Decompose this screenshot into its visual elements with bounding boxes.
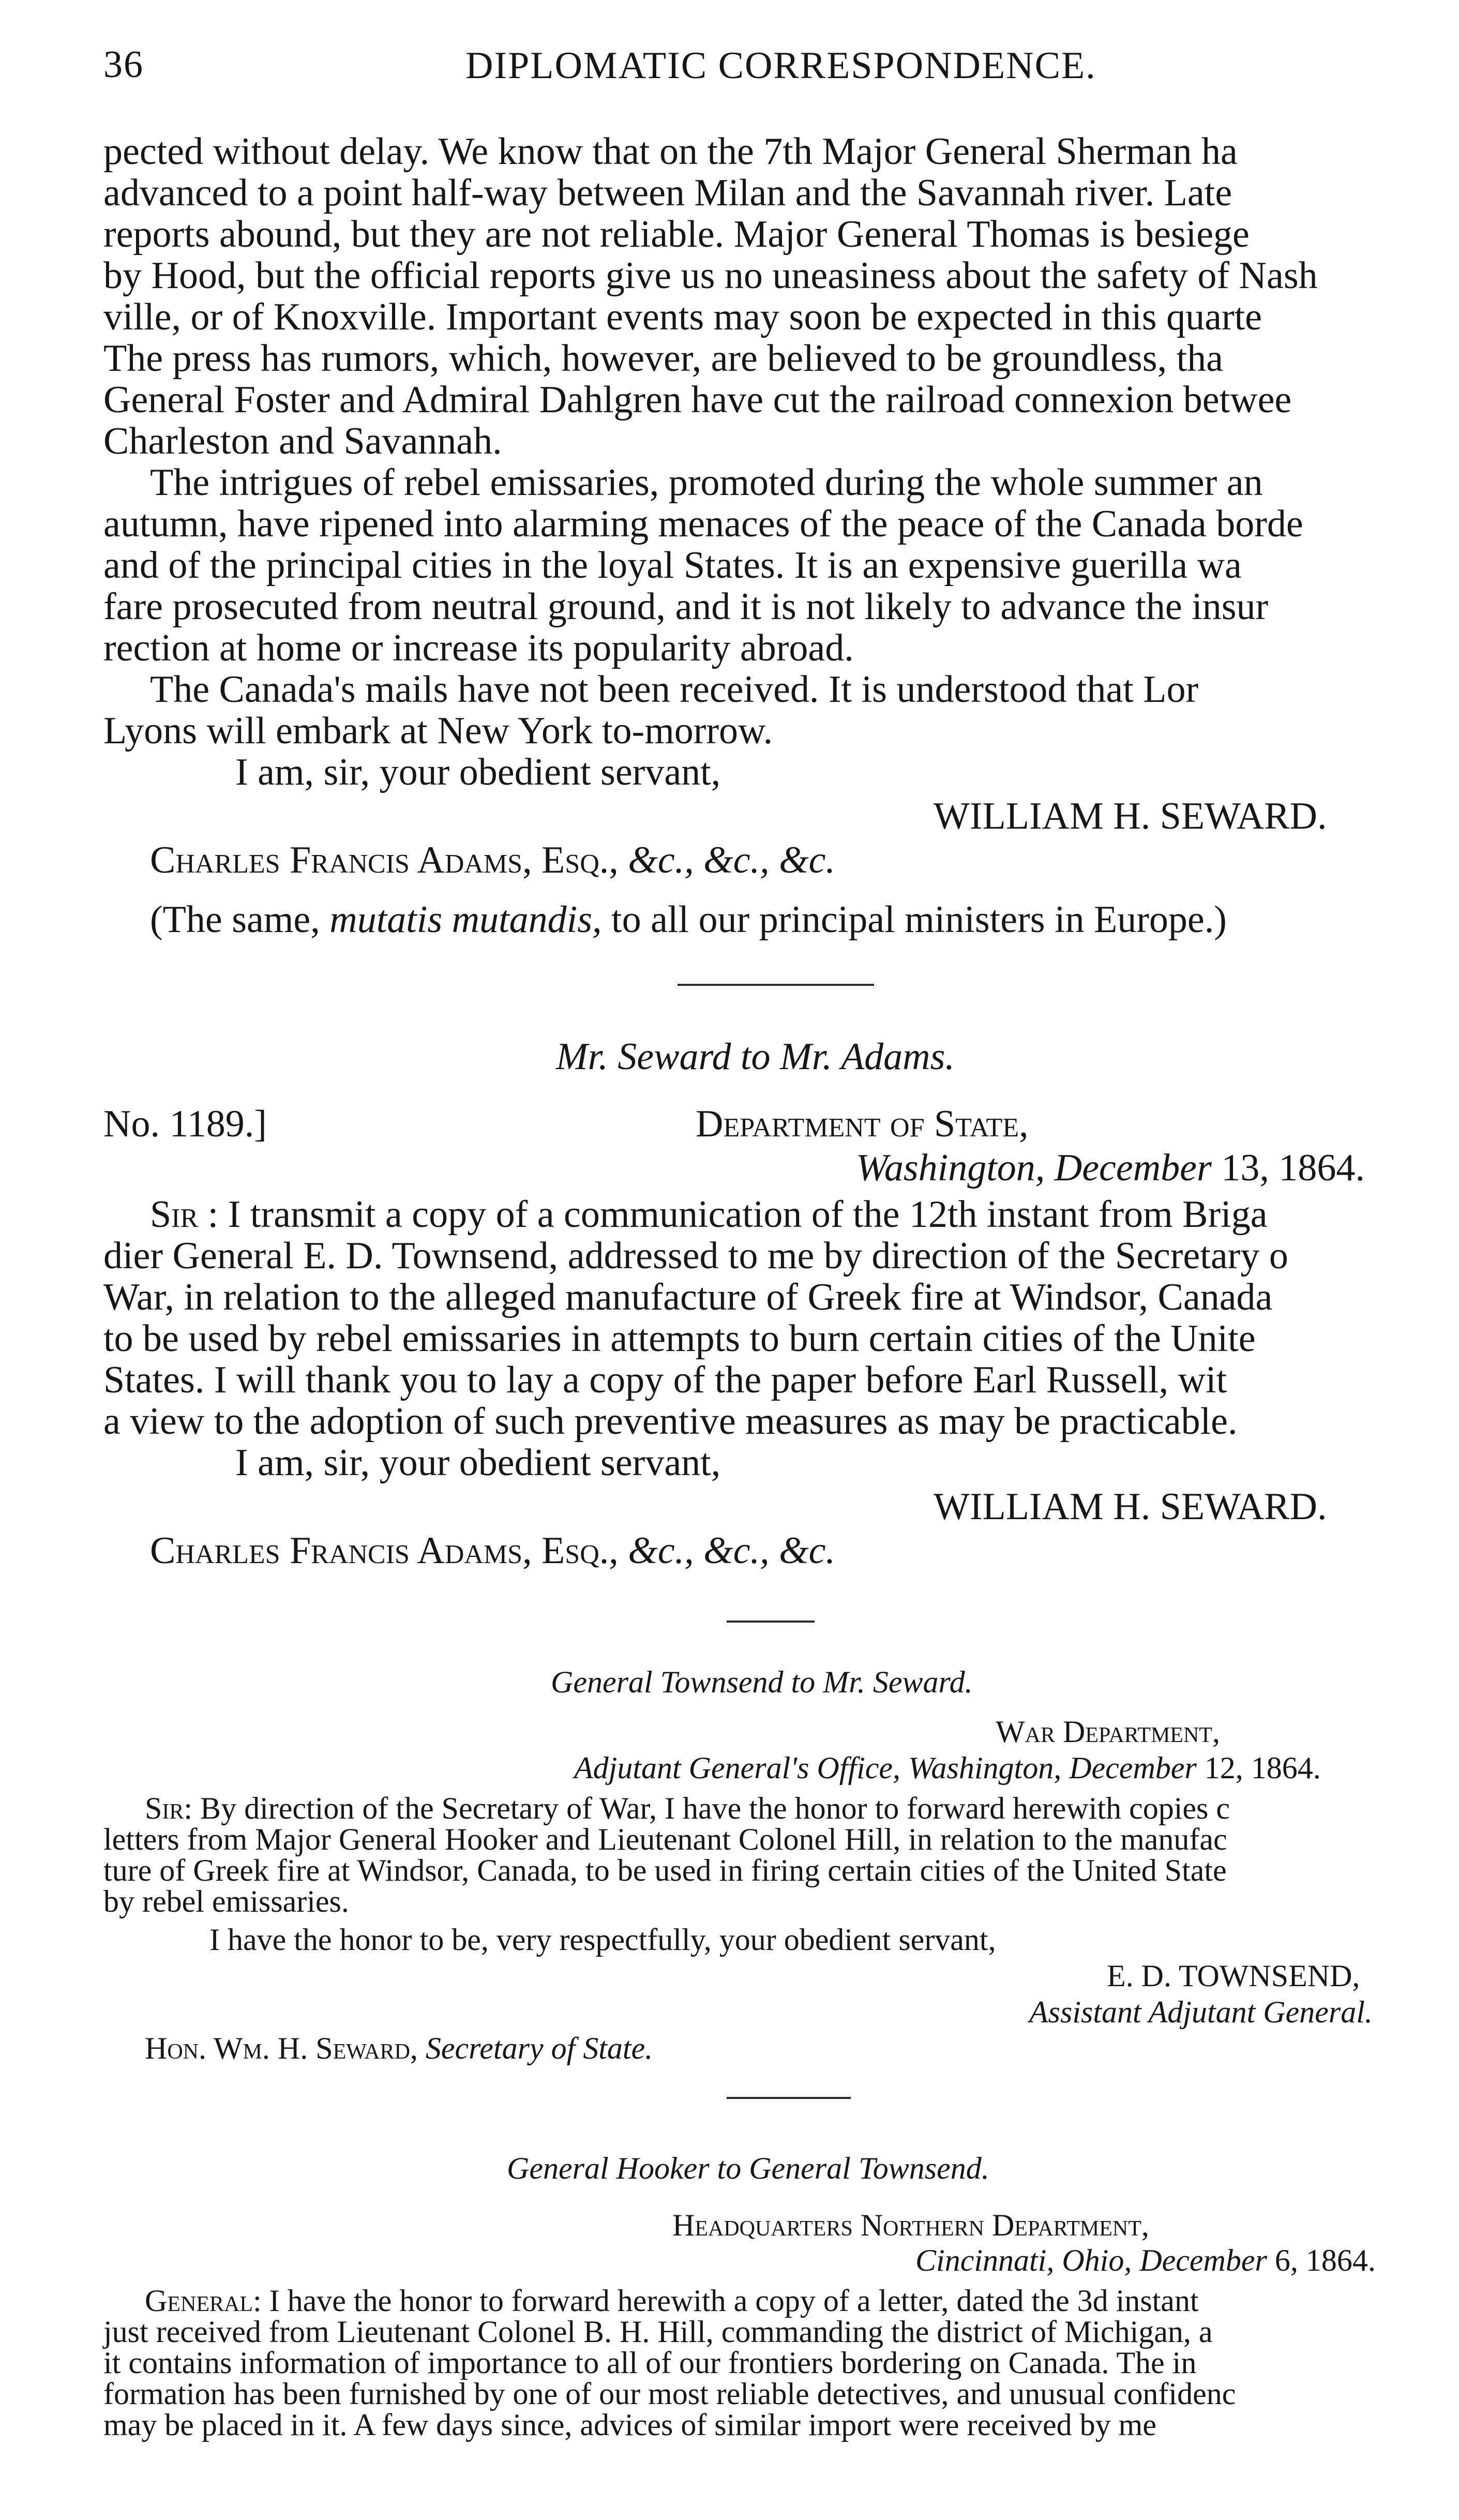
body-line: General Foster and Admiral Dahlgren have cut the railroad connexion betwee <box>103 379 1292 421</box>
body-text: I transmit a copy of a communication of the 12th instant from Briga <box>228 1193 1268 1236</box>
signature: E. D. TOWNSEND, <box>1107 1959 1360 1993</box>
body-text: By direction of the Secretary of War, I have the honor to forward herewith copies c <box>200 1791 1230 1825</box>
office-date <box>574 1752 1321 1783</box>
signature: WILLIAM H. SEWARD. <box>934 795 1327 837</box>
letter-heading: General Hooker to General Townsend. <box>507 2151 989 2185</box>
place-date-italic: Cincinnati, Ohio, December <box>915 2243 1267 2277</box>
place-date-plain: 6, 1864. <box>1274 2243 1376 2277</box>
addressee-etc: &c., &c., &c. <box>628 1529 835 1572</box>
body-line: it contains information of importance to all of our frontiers bordering on Canada. The in <box>103 2346 1197 2380</box>
body-line: by rebel emissaries. <box>103 1884 349 1918</box>
body-line: fare prosecuted from neutral ground, and it is not likely to advance the insur <box>103 586 1269 628</box>
body-line: by Hood, but the official reports give us no uneasiness about the safety of Nash <box>103 254 1318 297</box>
addressee <box>150 841 835 879</box>
office-date-plain: 12, 1864. <box>1204 1751 1321 1785</box>
body-line <box>150 1195 1268 1234</box>
body-line <box>145 2285 1199 2316</box>
place-date <box>915 2245 1376 2276</box>
body-line: letters from Major General Hooker and Lieutenant Colonel Hill, in relation to the manufac <box>103 1822 1227 1856</box>
section-divider <box>678 984 874 986</box>
addressee <box>145 2033 653 2064</box>
closing-line: I am, sir, your obedient servant, <box>235 751 721 793</box>
addressee-name: Hon. Wm. H. Seward, <box>145 2031 418 2065</box>
body-line: a view to the adoption of such preventive measures as may be practicable. <box>103 1400 1238 1443</box>
addressee-name: Charles Francis Adams, Esq., <box>150 1529 619 1572</box>
body-line: autumn, have ripened into alarming menaces of the peace of the Canada borde <box>103 503 1303 545</box>
body-line: rection at home or increase its popularity abroad. <box>103 627 854 669</box>
body-line: The press has rumors, which, however, are believed to be groundless, tha <box>103 337 1224 380</box>
letter-heading: General Townsend to Mr. Seward. <box>551 1665 973 1699</box>
note-open: (The same, <box>150 898 320 941</box>
place-date <box>856 1149 1365 1187</box>
body-line: reports abound, but they are not reliable. Major General Thomas is besiege <box>103 213 1250 256</box>
body-line <box>145 1793 1230 1824</box>
department: Department of State, <box>696 1103 1029 1145</box>
body-line: advanced to a point half-way between Milan and the Savannah river. Late <box>103 172 1232 214</box>
body-line: dier General E. D. Townsend, addressed to me by direction of the Secretary o <box>103 1235 1288 1277</box>
body-line: ture of Greek fire at Windsor, Canada, to be used in firing certain cities of the United State <box>103 1853 1227 1887</box>
body-line: pected without delay. We know that on the 7th Major General Sherman ha <box>103 130 1238 173</box>
place-date-plain: 13, 1864. <box>1221 1147 1365 1189</box>
note-close: to all our principal ministers in Europe.) <box>611 898 1227 941</box>
addressee-name: Charles Francis Adams, Esq., <box>150 839 619 881</box>
place-date-italic: Washington, December <box>856 1147 1212 1189</box>
body-line: Lyons will embark at New York to-morrow. <box>103 710 773 752</box>
body-line: formation has been furnished by one of our most reliable detectives, and unusual confidenc <box>103 2377 1236 2411</box>
section-divider <box>727 2097 851 2099</box>
department: War Department, <box>996 1715 1220 1749</box>
signature: WILLIAM H. SEWARD. <box>934 1486 1327 1528</box>
body-text: I have the honor to forward herewith a copy of a letter, dated the 3d instant <box>269 2284 1199 2318</box>
body-line: and of the principal cities in the loyal States. It is an expensive guerilla wa <box>103 544 1242 587</box>
running-title: DIPLOMATIC CORRESPONDENCE. <box>465 44 1096 87</box>
body-line: The intrigues of rebel emissaries, promoted during the whole summer an <box>150 461 1263 504</box>
body-line: States. I will thank you to lay a copy of the paper before Earl Russell, wit <box>103 1359 1227 1401</box>
body-line: ville, or of Knoxville. Important events may soon be expected in this quarte <box>103 296 1262 338</box>
body-line: may be placed in it. A few days since, advices of similar import were received by me <box>103 2408 1156 2442</box>
circular-note <box>150 898 1227 941</box>
salutation: Sir: <box>145 1791 193 1825</box>
office-italic: Adjutant General's Office, Washington, December <box>574 1751 1197 1785</box>
body-line: to be used by rebel emissaries in attempts to burn certain cities of the Unite <box>103 1317 1256 1360</box>
body-line: The Canada's mails have not been received. It is understood that Lor <box>150 668 1199 711</box>
department: Headquarters Northern Department, <box>672 2208 1149 2242</box>
dispatch-number: No. 1189.] <box>103 1103 267 1145</box>
addressee-title: Secretary of State. <box>425 2031 653 2065</box>
body-line: just received from Lieutenant Colonel B. H. Hill, commanding the district of Michigan, a <box>103 2315 1213 2349</box>
note-italic: mutatis mutandis, <box>329 898 602 941</box>
salutation: Sir : <box>150 1193 219 1236</box>
body-line: Charleston and Savannah. <box>103 420 502 462</box>
salutation: General: <box>145 2284 262 2318</box>
letter-heading: Mr. Seward to Mr. Adams. <box>556 1036 955 1078</box>
closing-line: I am, sir, your obedient servant, <box>235 1442 721 1484</box>
addressee <box>150 1529 835 1572</box>
closing-line: I have the honor to be, very respectfully, your obedient servant, <box>209 1923 996 1957</box>
section-divider <box>727 1621 815 1623</box>
addressee-etc: &c., &c., &c. <box>628 839 835 881</box>
body-line: War, in relation to the alleged manufacture of Greek fire at Windsor, Canada <box>103 1276 1273 1318</box>
page-number: 36 <box>103 43 144 86</box>
signer-title: Assistant Adjutant General. <box>1029 1995 1373 2029</box>
